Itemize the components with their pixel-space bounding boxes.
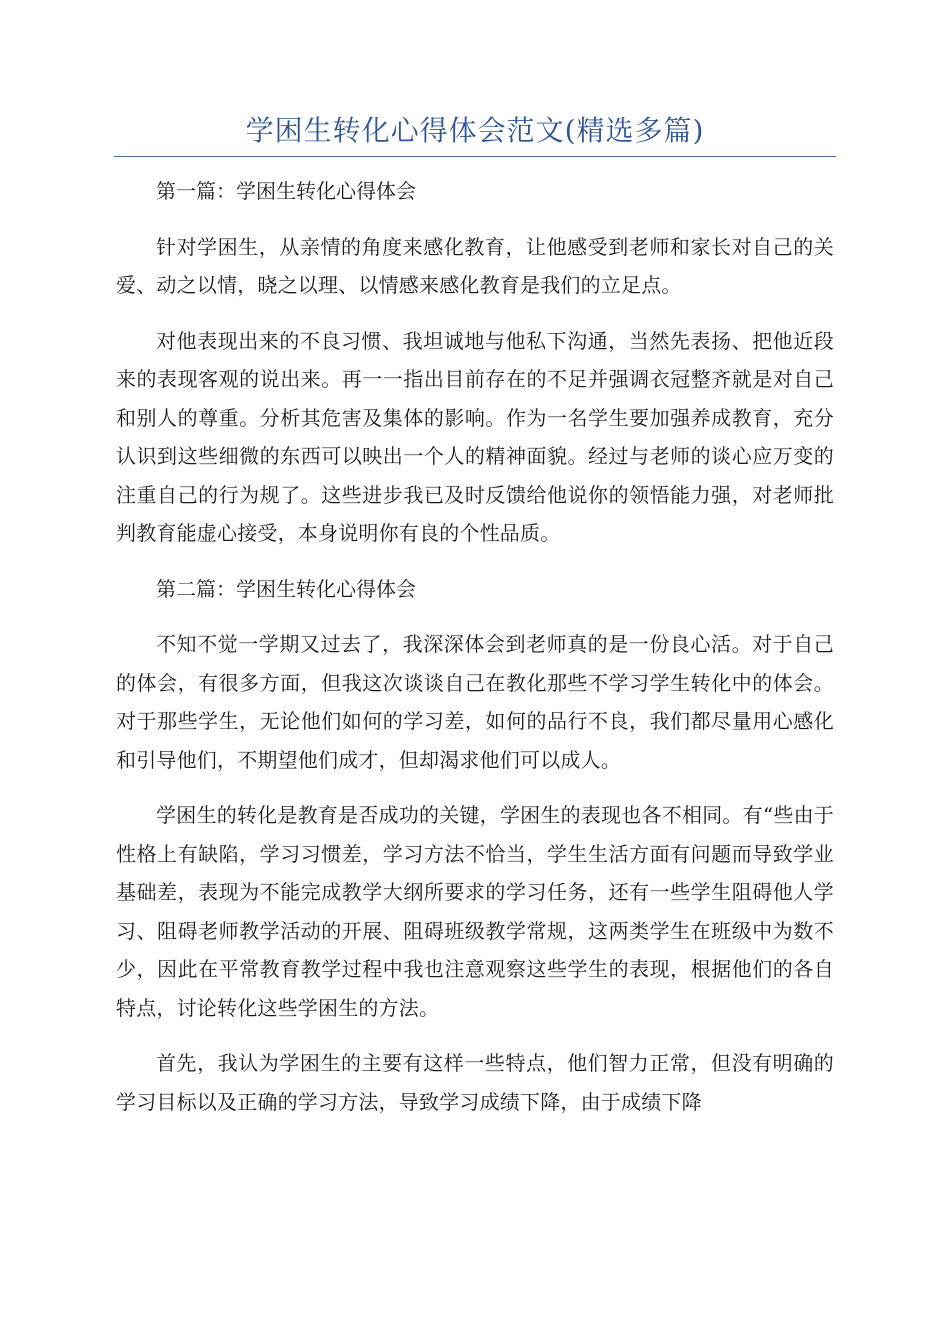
- paragraph-2: 对他表现出来的不良习惯、我坦诚地与他私下沟通，当然先表扬、把他近段来的表现客观的说出来。再一一指出目前存在的不足并强调衣冠整齐就是对自己和别人的尊重。分析其危害及集体的影响。作为一名学生要加强养成教育，充分认识到这些细微的东西可以映出一个人的精神面貌。经过与老师的谈心应万变的注重自己的行为规了。这些进步我已及时反馈给他说你的领悟能力强，对老师批判教育能虚心接受，本身说明你有良的个性品质。: [116, 328, 834, 545]
- page-title: 学困生转化心得体会范文(精选多篇): [245, 114, 705, 147]
- paragraph-1: 针对学困生，从亲情的角度来感化教育，让他感受到老师和家长对自己的关爱、动之以情，晓之以理、以情感来感化教育是我们的立足点。: [116, 234, 834, 297]
- document-body: [116, 172, 834, 1138]
- paragraph-5: 首先，我认为学困生的主要有这样一些特点，他们智力正常，但没有明确的学习目标以及正确的学习方法，导致学习成绩下降，由于成绩下降: [116, 1051, 834, 1114]
- section-heading-1: 第一篇：学困生转化心得体会: [156, 179, 416, 203]
- section-heading-2: 第二篇：学困生转化心得体会: [156, 576, 416, 601]
- paragraph-4: 学困生的转化是教育是否成功的关键，学困生的表现也各不相同。有“些由于性格上有缺陷，学习习惯差，学习方法不恰当，学生生活方面有问题而导致学业基础差，表现为不能完成教学大纲所要求的学习任务，还有一些学生阻碍他人学习、阻碍老师教学活动的开展、阻碍班级教学常规，这两类学生在班级中为数不少，因此在平常教育教学过程中我也注意观察这些学生的表现，根据他们的各自特点，讨论转化这些学困生的方法。: [116, 803, 834, 1020]
- title-block: [114, 112, 836, 157]
- paragraph-3: 不知不觉一学期又过去了，我深深体会到老师真的是一份良心活。对于自己的体会，有很多方面，但我这次谈谈自己在教化那些不学习学生转化中的体会。对于那些学生，无论他们如何的学习差，如何的品行不良，我们都尽量用心感化和引导他们，不期望他们成才，但却渴求他们可以成人。: [116, 632, 834, 772]
